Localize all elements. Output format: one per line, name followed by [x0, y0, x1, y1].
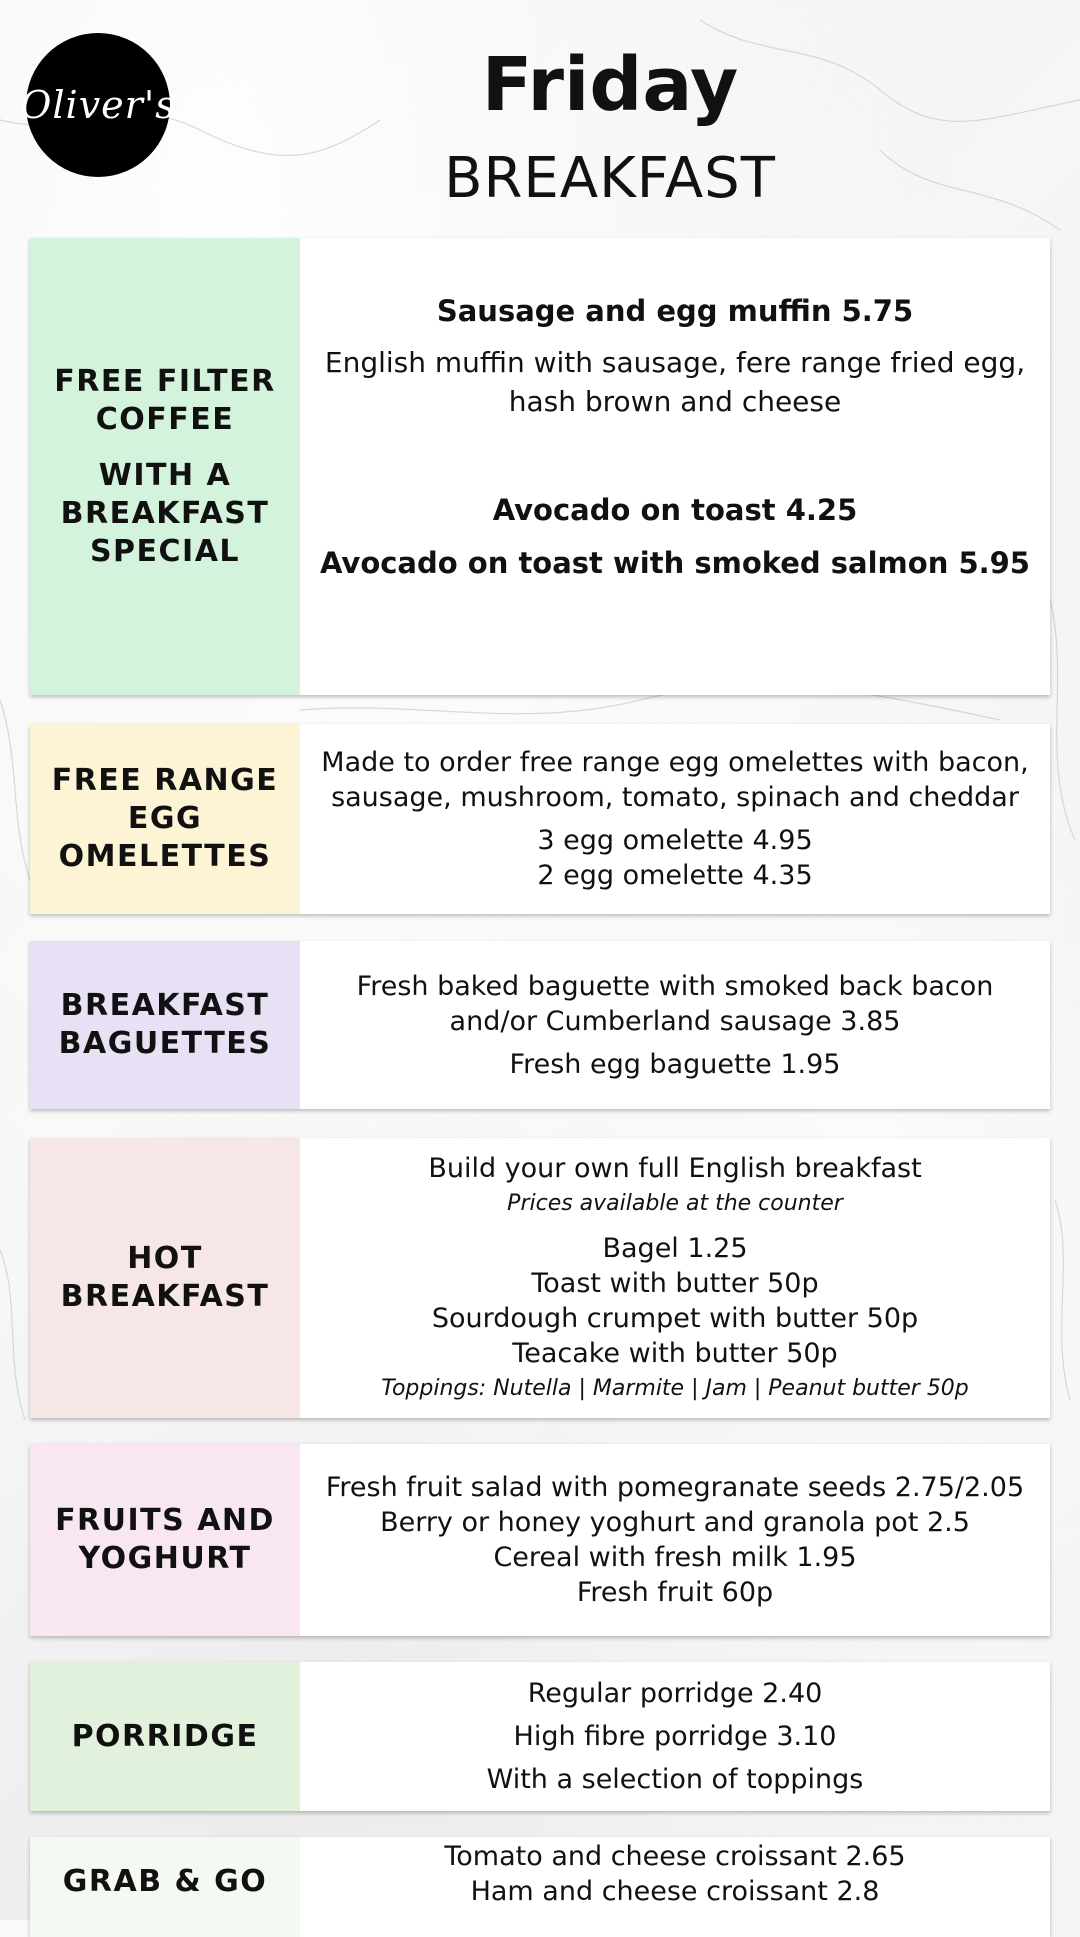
section-label: BREAKFAST BAGUETTES: [30, 941, 300, 1109]
menu-item-price: Regular porridge 2.40: [527, 1678, 823, 1709]
menu-item-price: With a selection of toppings: [486, 1764, 864, 1795]
section-content: [300, 1662, 1050, 1811]
section-label: GRAB & GO: [30, 1837, 300, 1937]
menu-item-title: Sausage and egg muffin 5.75: [436, 294, 914, 328]
section-baguettes: [30, 941, 1050, 1109]
menu-item-price: Berry or honey yoghurt and granola pot 2.5: [380, 1507, 970, 1538]
menu-item-price: Toast with butter 50p: [531, 1267, 819, 1299]
section-hot-breakfast: [30, 1138, 1050, 1418]
section-content: [300, 238, 1050, 695]
section-content: [300, 724, 1050, 914]
menu-meal-title: BREAKFAST: [444, 146, 776, 211]
section-label: HOT BREAKFAST: [30, 1138, 300, 1418]
olivers-logo: [20, 33, 176, 177]
menu-item-price: 2 egg omelette 4.35: [537, 860, 813, 891]
section-label: PORRIDGE: [30, 1662, 300, 1811]
menu-item-description: Fresh baked baguette with smoked back bacon and/or Cumberland sausage 3.85: [356, 970, 994, 1037]
price-note: Prices available at the counter: [507, 1190, 843, 1216]
menu-item-price: Fresh fruit 60p: [576, 1577, 774, 1608]
section-porridge: [30, 1662, 1050, 1811]
menu-item-price: Sourdough crumpet with butter 50p: [431, 1302, 919, 1334]
section-grab-and-go: [30, 1837, 1050, 1937]
menu-item-price: Fresh fruit salad with pomegranate seeds 2.75/2.05: [325, 1472, 1025, 1503]
free-coffee-label: FREE FILTER COFFEE: [54, 363, 276, 437]
menu-item-price: Fresh egg baguette 1.95: [509, 1048, 841, 1080]
menu-day-title: Friday: [481, 42, 739, 128]
section-content: [300, 1138, 1050, 1418]
section-breakfast-special: [30, 238, 1050, 695]
menu-item-title: Avocado on toast 4.25: [492, 493, 858, 527]
section-content: [300, 1444, 1050, 1636]
section-content: [300, 941, 1050, 1109]
section-label: FREE RANGE EGG OMELETTES: [30, 724, 300, 914]
menu-item-price: Bagel 1.25: [602, 1232, 748, 1264]
section-label: [30, 238, 300, 695]
section-label: FRUITS AND YOGHURT: [30, 1444, 300, 1636]
menu-item-price: Teacake with butter 50p: [512, 1337, 838, 1369]
section-omelettes: [30, 724, 1050, 914]
section-fruits-yoghurt: [30, 1444, 1050, 1636]
menu-item-description: English muffin with sausage, fere range fried egg, hash brown and cheese: [324, 346, 1026, 418]
menu-item-description: Build your own full English breakfast: [428, 1152, 922, 1184]
menu-item-price: Tomato and cheese croissant 2.65: [444, 1841, 906, 1872]
menu-item-price: 3 egg omelette 4.95: [537, 825, 813, 856]
menu-item-price: Cereal with fresh milk 1.95: [493, 1542, 857, 1573]
menu-item-price: Ham and cheese croissant 2.8: [470, 1876, 880, 1907]
toppings-note: Toppings: Nutella | Marmite | Jam | Peanut butter 50p: [381, 1375, 969, 1401]
section-content: [300, 1837, 1050, 1937]
menu-item-title: Avocado on toast with smoked salmon 5.95: [320, 546, 1030, 580]
menu-item-price: High fibre porridge 3.10: [513, 1721, 837, 1752]
breakfast-special-label: WITH A BREAKFAST SPECIAL: [60, 457, 270, 569]
menu-item-description: Made to order free range egg omelettes with bacon, sausage, mushroom, tomato, spinach and cheddar: [321, 747, 1029, 813]
logo-text: Oliver's: [20, 83, 176, 127]
